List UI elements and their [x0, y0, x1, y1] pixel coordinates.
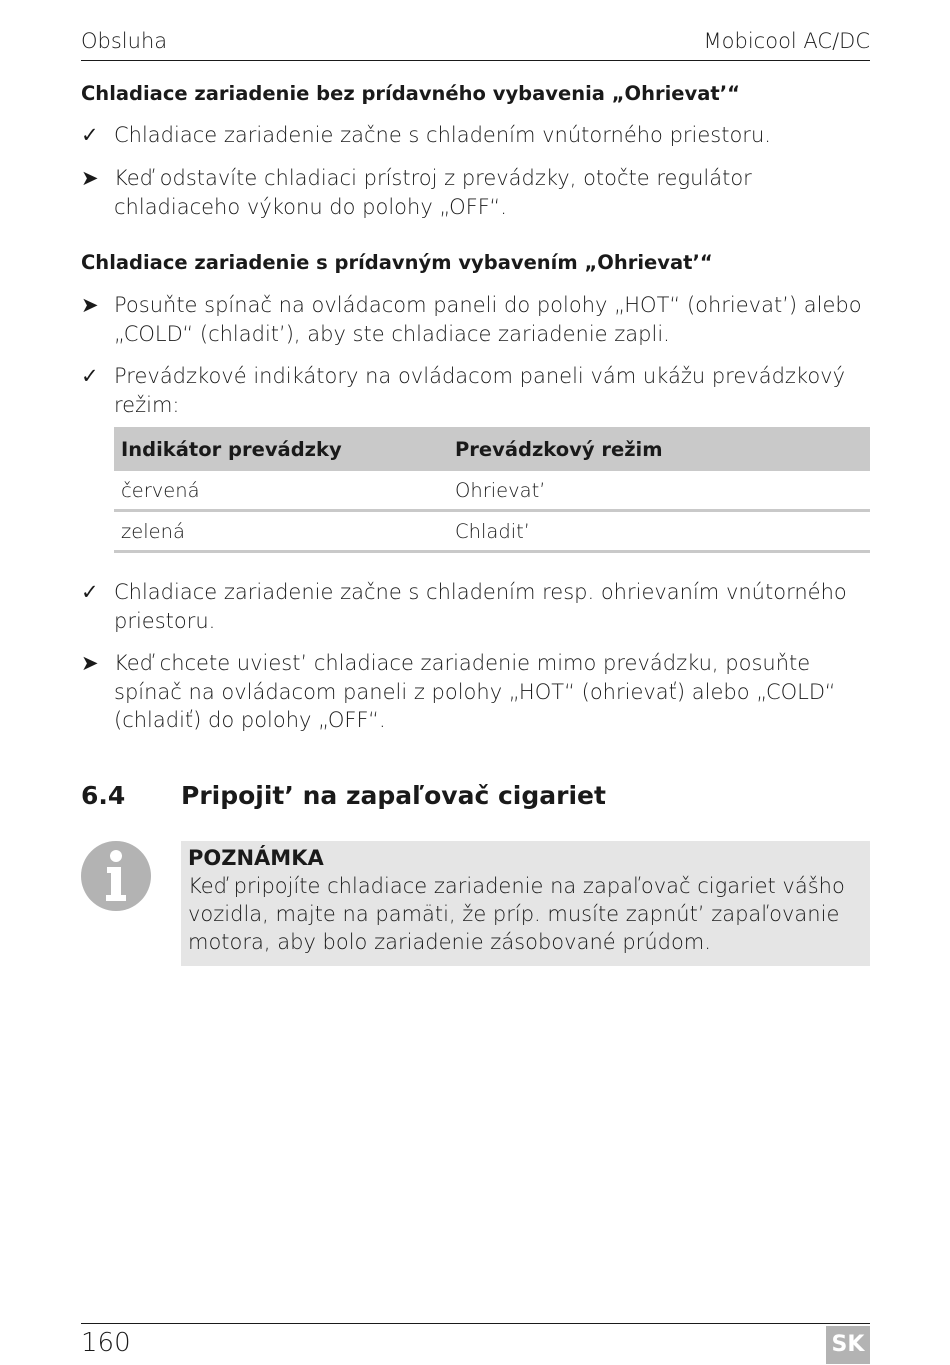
list-item-text: Keď chcete uviest’ chladiace zariadenie mimo prevádzku, posuňte spínač na ovládacom paneli z polohy „HOT“ (ohrievať) alebo „COLD“ (chladiť) do polohy „OFF“.: [114, 651, 836, 732]
page-header: [81, 28, 870, 61]
info-icon: [80, 840, 152, 912]
note-box: [181, 841, 870, 966]
section-number: 6.4: [81, 781, 126, 810]
table-row: [114, 471, 870, 511]
list-item: [81, 291, 870, 348]
list-item: [81, 164, 870, 221]
header-product: Mobicool AC/DC: [703, 29, 870, 53]
table-cell: červená: [114, 471, 448, 511]
arrow-icon: ➤: [81, 293, 99, 317]
list-item-text: Keď odstavíte chladiaci prístroj z prevádzky, otočte regulátor chladiaceho výkonu do polohy „OFF“.: [114, 166, 752, 219]
page-number: 160: [81, 1328, 131, 1358]
indicator-table: [114, 427, 870, 553]
check-icon: ✓: [81, 580, 99, 604]
list-item-text: Chladiace zariadenie začne s chladením resp. ohrievaním vnútorného priestoru.: [114, 580, 847, 633]
note-title: POZNÁMKA: [188, 846, 324, 870]
list-item: [81, 649, 870, 735]
table-cell: zelená: [114, 511, 448, 552]
table-row: [114, 511, 870, 552]
section-title: Pripojit’ na zapaľovač cigariet: [181, 781, 606, 810]
table-header-row: [114, 427, 870, 471]
heading-without-heating: Chladiace zariadenie bez prídavného vybavenia „Ohrievat’“: [81, 82, 740, 105]
column-header-mode: Prevádzkový režim: [448, 427, 870, 471]
list-item: [81, 121, 870, 150]
list-item-text: Posuňte spínač na ovládacom paneli do polohy „HOT“ (ohrievat’) alebo „COLD“ (chladit’), aby ste chladiace zariadenie zapli.: [114, 293, 862, 346]
check-icon: ✓: [81, 123, 99, 147]
list-item: [81, 578, 870, 635]
arrow-icon: ➤: [81, 166, 99, 190]
note-text: Keď pripojíte chladiace zariadenie na zapaľovač cigariet vášho vozidla, majte na pamäti, že príp. musíte zapnút’ zapaľovanie motora, aby bolo zariadenie zásobované prúdom.: [188, 874, 845, 954]
list-item-text: Chladiace zariadenie začne s chladením vnútorného priestoru.: [114, 123, 771, 147]
list-item-text: Prevádzkové indikátory na ovládacom paneli vám ukážu prevádzkový režim:: [114, 364, 846, 417]
table-cell: Chladit’: [448, 511, 870, 552]
column-header-indicator: Indikátor prevádzky: [114, 427, 448, 471]
table-cell: Ohrievat’: [448, 471, 870, 511]
page-footer: [81, 1323, 870, 1364]
check-icon: ✓: [81, 364, 99, 388]
header-section: Obsluha: [81, 29, 168, 53]
heading-with-heating: Chladiace zariadenie s prídavným vybavením „Ohrievat’“: [81, 251, 713, 274]
arrow-icon: ➤: [81, 651, 99, 675]
language-badge: SK: [826, 1326, 870, 1364]
list-item: [81, 362, 870, 419]
